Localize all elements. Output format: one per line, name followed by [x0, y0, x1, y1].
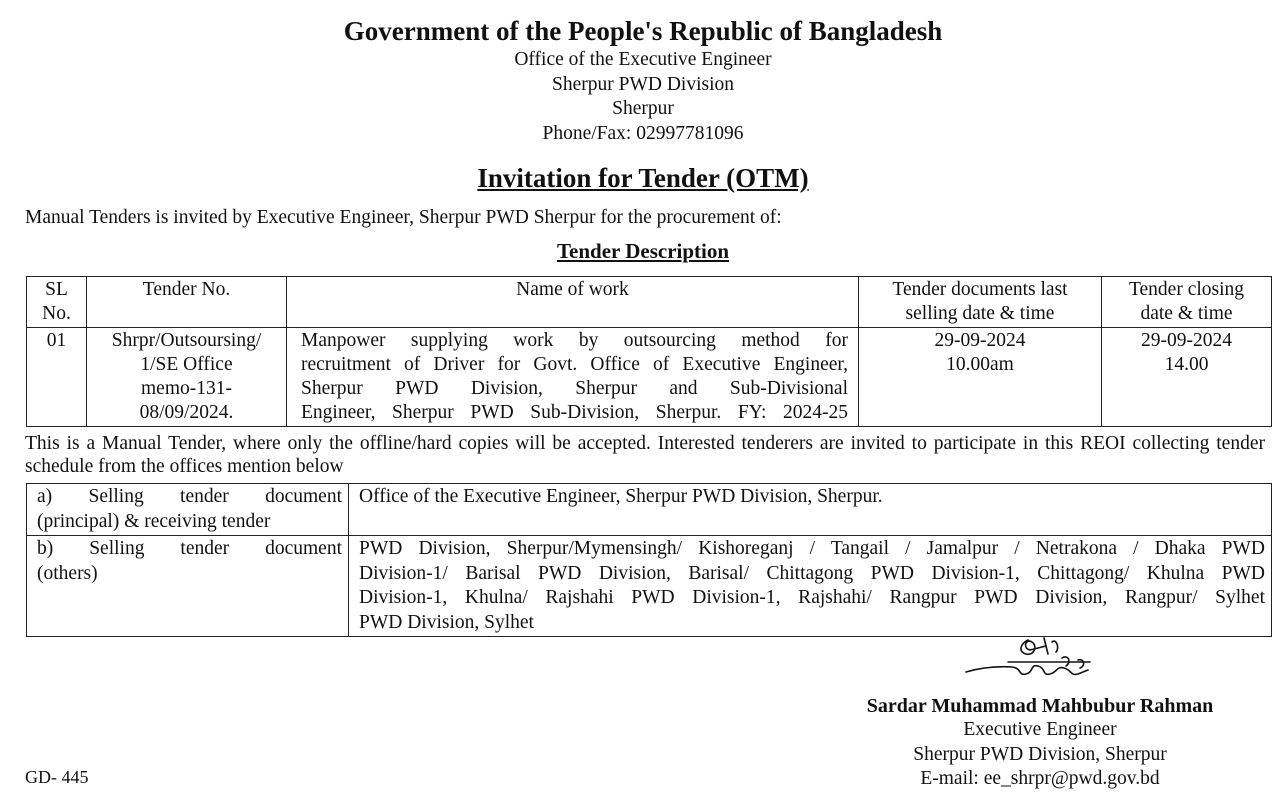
- office-value-others: PWD Division, Sherpur/Mymensingh/ Kishoreganj / Tangail / Jamalpur / Netrakona / Dhaka PWD Division-1/ Barisal PWD Division, Barisal/ Chittagong PWD Division-1, Chittagong/ Khulna PWD Division-1, Khulna/ Rajshahi PWD Division-1, Rajshahi/ Rangpur PWD Division, Rangpur/ Sylhet PWD Division, Sylhet: [349, 536, 1272, 637]
- header-selling-date: Tender documents last selling date & time: [859, 277, 1102, 328]
- gd-reference: GD- 445: [25, 767, 89, 787]
- office-label-principal: a) Selling tender document (principal) & receiving tender: [27, 484, 349, 536]
- intro-text: Manual Tenders is invited by Executive Engineer, Sherpur PWD Sherpur for the procurement of:: [25, 207, 782, 228]
- document-header: [0, 14, 1286, 146]
- signatory-office: Sherpur PWD Division, Sherpur: [913, 743, 1167, 765]
- tender-description-heading: Tender Description: [556, 239, 730, 263]
- signatory-block: [840, 694, 1240, 792]
- government-title: Government of the People's Republic of Bangladesh: [343, 16, 943, 46]
- cell-closing-date: 29-09-2024 14.00: [1102, 328, 1272, 427]
- signatory-designation: Executive Engineer: [963, 719, 1117, 740]
- cell-name-of-work: Manpower supplying work by outsourcing method for recruitment of Driver for Govt. Office of Executive Engineer, Sherpur PWD Division, Sherpur and Sub-Divisional Engineer, Sherpur PWD Sub-Division, Sherpur. FY: 2024-25: [287, 328, 859, 427]
- table-row: [27, 328, 1272, 427]
- division-name: Sherpur PWD Division: [552, 73, 734, 95]
- table-row: [27, 484, 1272, 536]
- tender-table: [26, 276, 1272, 427]
- tender-heading: Invitation for Tender (OTM): [477, 163, 809, 193]
- district-name: Sherpur: [612, 98, 674, 119]
- phone-fax: Phone/Fax: 02997781096: [542, 122, 744, 144]
- offices-table: [26, 483, 1272, 637]
- header-closing-date: Tender closing date & time: [1102, 277, 1272, 328]
- header-sl: SL No.: [27, 277, 87, 328]
- office-value-principal: Office of the Executive Engineer, Sherpur PWD Division, Sherpur.: [349, 484, 1272, 536]
- cell-selling-date: 29-09-2024 10.00am: [859, 328, 1102, 427]
- header-tender-no: Tender No.: [87, 277, 287, 328]
- cell-sl: 01: [27, 328, 87, 427]
- table-row: [27, 536, 1272, 637]
- table-header-row: [27, 277, 1272, 328]
- office-name: Office of the Executive Engineer: [514, 49, 772, 70]
- office-label-others: b) Selling tender document (others): [27, 536, 349, 637]
- signatory-name: Sardar Muhammad Mahbubur Rahman: [866, 695, 1214, 717]
- manual-tender-note: This is a Manual Tender, where only the offline/hard copies will be accepted. Interested tenderers are invited to participate in this REOI collecting tender schedule from the offices mention below: [25, 433, 1265, 477]
- handwritten-signature: [960, 632, 1100, 682]
- header-name-of-work: Name of work: [287, 277, 859, 328]
- signatory-email: E-mail: ee_shrpr@pwd.gov.bd: [920, 768, 1160, 789]
- cell-tender-no: Shrpr/Outsoursing/ 1/SE Office memo-131- 08/09/2024.: [87, 328, 287, 427]
